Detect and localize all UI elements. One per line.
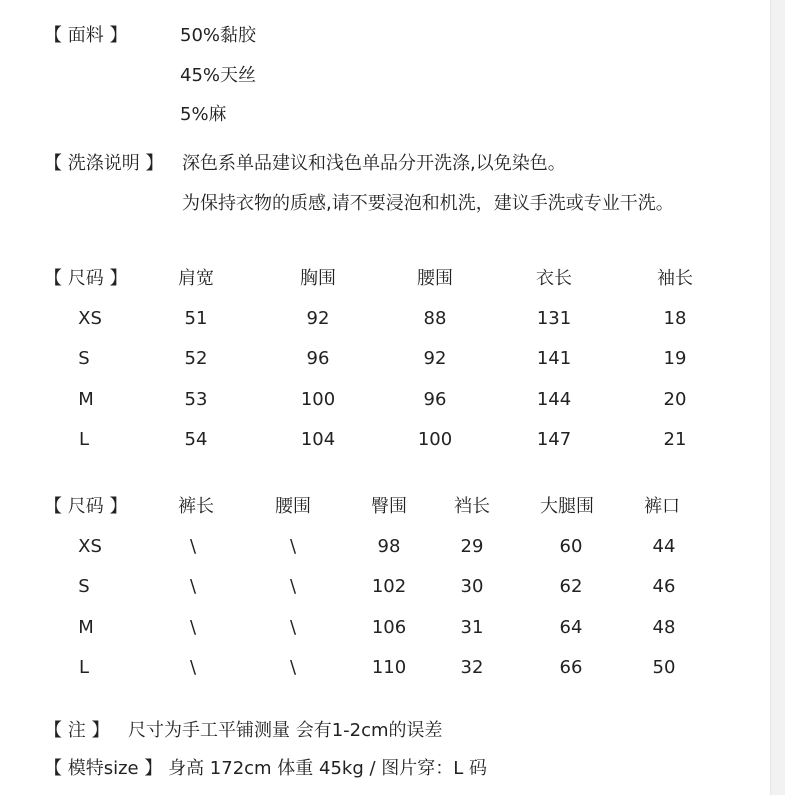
size-cell: M [78,617,94,638]
size-cell: S [78,576,90,597]
fabric-line: 45%天丝 [180,65,257,86]
table-cell: 21 [663,429,687,450]
table-cell: 51 [184,308,208,329]
table-cell: 98 [377,536,401,557]
size-cell: S [78,348,90,369]
table-cell: 52 [184,348,208,369]
table-cell: \ [289,576,297,597]
washing-line: 为保持衣物的质感,请不要浸泡和机洗，建议手洗或专业干洗。 [182,193,674,214]
column-header: 大腿围 [540,496,594,517]
table-cell: 106 [371,617,407,638]
size-cell: L [78,657,90,678]
column-header: 腰围 [417,268,453,289]
table-cell: 141 [536,348,572,369]
table-cell: 62 [559,576,583,597]
size-cell: M [78,389,94,410]
scrollbar-track[interactable] [770,0,785,795]
table-cell: 18 [663,308,687,329]
size-table-label: 【 尺码 】 [44,496,128,517]
fabric-line: 50%黏胶 [180,25,257,46]
table-cell: 29 [460,536,484,557]
table-cell: 96 [306,348,330,369]
column-header: 肩宽 [178,268,214,289]
size-table-label: 【 尺码 】 [44,268,128,289]
table-cell: 144 [536,389,572,410]
table-cell: \ [189,536,197,557]
table-cell: 54 [184,429,208,450]
table-cell: \ [289,657,297,678]
table-cell: 44 [652,536,676,557]
table-cell: 96 [423,389,447,410]
table-cell: 53 [184,389,208,410]
table-cell: \ [289,536,297,557]
table-cell: 46 [652,576,676,597]
table-cell: 100 [417,429,453,450]
table-cell: 19 [663,348,687,369]
table-cell: 100 [300,389,336,410]
fabric-label: 【 面料 】 [44,25,128,46]
size-cell: XS [78,308,102,329]
column-header: 臀围 [371,496,407,517]
table-cell: 147 [536,429,572,450]
column-header: 裤长 [178,496,214,517]
table-cell: 48 [652,617,676,638]
table-cell: 31 [460,617,484,638]
note-label: 【 注 】 [44,720,110,741]
table-cell: 102 [371,576,407,597]
table-cell: 64 [559,617,583,638]
table-cell: 92 [423,348,447,369]
fabric-line: 5%麻 [180,104,227,125]
column-header: 胸围 [300,268,336,289]
table-cell: 88 [423,308,447,329]
column-header: 裆长 [454,496,490,517]
table-cell: 110 [371,657,407,678]
table-cell: 60 [559,536,583,557]
table-cell: 20 [663,389,687,410]
table-cell: 32 [460,657,484,678]
table-cell: \ [189,617,197,638]
column-header: 袖长 [657,268,693,289]
table-cell: 131 [536,308,572,329]
column-header: 腰围 [275,496,311,517]
table-cell: 50 [652,657,676,678]
note-text: 尺寸为手工平铺测量 会有1-2cm的误差 [128,720,443,741]
table-cell: 92 [306,308,330,329]
table-cell: 104 [300,429,336,450]
column-header: 裤口 [644,496,680,517]
table-cell: 66 [559,657,583,678]
table-cell: \ [189,657,197,678]
size-cell: L [78,429,90,450]
table-cell: \ [189,576,197,597]
column-header: 衣长 [536,268,572,289]
table-cell: \ [289,617,297,638]
model-info: 【 模特size 】 身高 172cm 体重 45kg / 图片穿：L 码 [44,758,488,779]
size-cell: XS [78,536,102,557]
table-cell: 30 [460,576,484,597]
washing-label: 【 洗涤说明 】 [44,153,164,174]
washing-line: 深色系单品建议和浅色单品分开洗涤,以免染色。 [182,153,566,174]
